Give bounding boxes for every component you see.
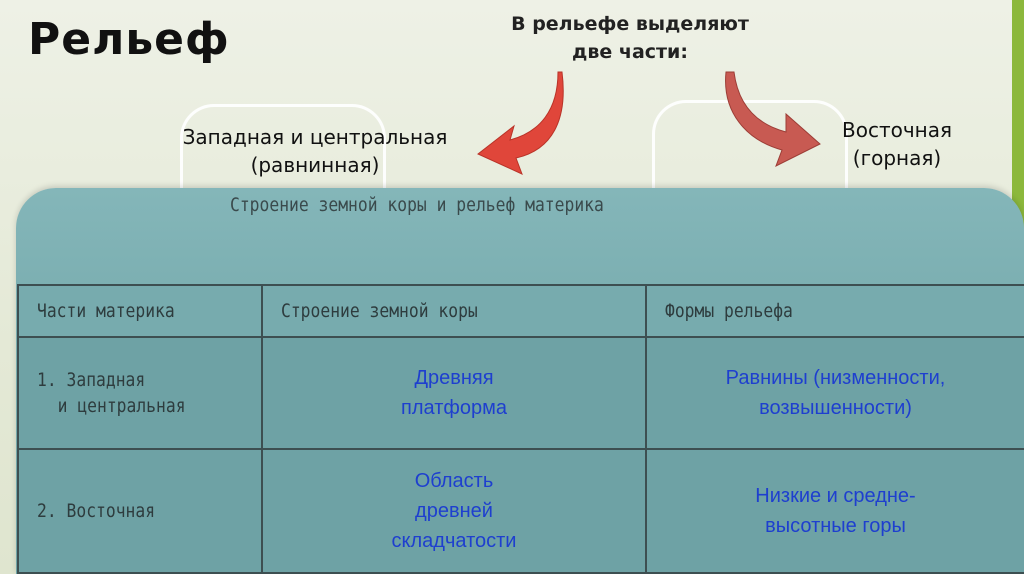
table-row [18,337,1024,449]
crust-cell: Область древней складчатости [262,449,646,573]
relief-cell: Низкие и средне- высотные горы [646,449,1024,573]
column-header: Формы рельефа [646,285,1024,337]
table-title: Строение земной коры и рельеф материка [230,194,604,216]
west-part-line: Западная и центральная [182,125,448,149]
table-header-row [18,285,1024,337]
east-part-line: Восточная [841,118,953,142]
part-cell: 1. Западная и центральная [18,337,262,449]
slide-title: Рельеф [28,14,230,65]
east-part-label [812,116,982,172]
part-cell: 2. Восточная [18,449,262,573]
west-part-line: (равнинная) [250,153,380,177]
subtitle-line: В рельефе выделяют [511,13,749,35]
relief-table [17,284,1024,574]
subtitle-line: две части: [572,41,688,63]
relief-cell: Равнины (низменности, возвышенности) [646,337,1024,449]
column-header: Части материка [18,285,262,337]
west-part-label [140,123,490,179]
crust-cell: Древняя платформа [262,337,646,449]
slide-subtitle [470,10,790,66]
east-part-line: (горная) [852,146,942,170]
table-row [18,449,1024,573]
column-header: Строение земной коры [262,285,646,337]
